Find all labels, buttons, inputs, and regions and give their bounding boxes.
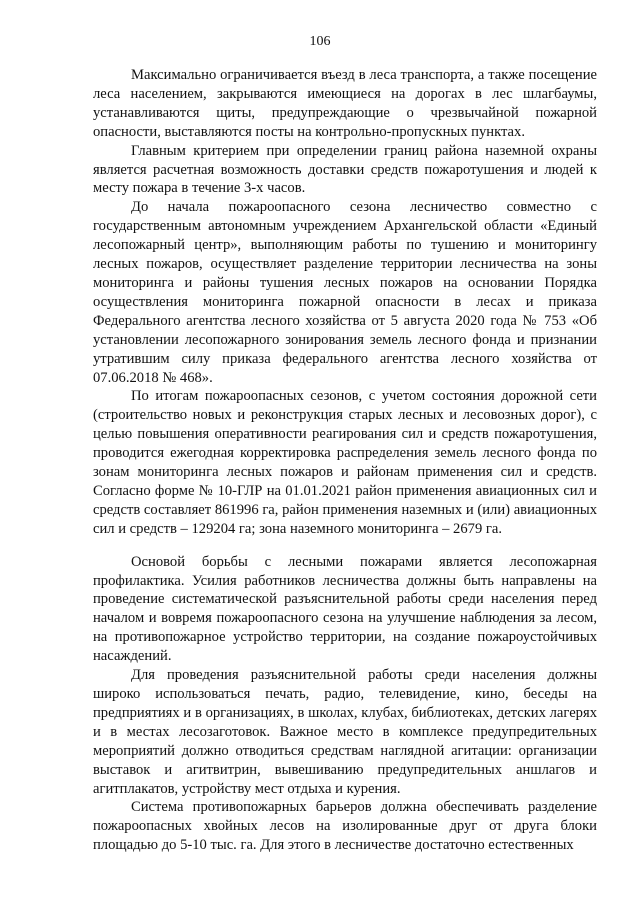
paragraph-public-outreach: Для проведения разъяснительной работы среди населения должны широко использоваться печать, радио, телевидение, кино, беседы на предприятиях и в организациях, в школах, клубах, библиотеках, детских лагерях и в местах лесозаготовок. Важное место в комплексе предупредительных мероприятий должно отводиться средствам наглядной агитации: организации выставок и агитвитрин, вывешиванию предупредительных аншлагов и агитплакатов, устройству мест отдыха и курения.	[93, 667, 597, 797]
document-body	[93, 66, 597, 855]
paragraph-fire-zoning: До начала пожароопасного сезона лесничество совместно с государственным автономным учреждением Архангельской области «Единый лесопожарный центр», выполняющим работы по тушению и мониторингу лесных пожаров, осуществляет разделение территории лесничества на зоны мониторинга и районы тушения лесных пожаров на основании Порядка осуществления мониторинга пожарной опасности в лесах и приказа Федерального агентства лесного хозяйства от 5 августа 2020 года № 753 «Об установлении лесопожарного зонирования земель лесного фонда и признании утратившим силу приказа федерального агентства лесного хозяйства от 07.06.2018 № 468».	[93, 199, 597, 386]
paragraph-fire-prevention: Основой борьбы с лесными пожарами является лесопожарная профилактика. Усилия работников лесничества должны быть направлены на проведение систематической разъяснительной работы среди населения перед началом и вовремя пожароопасного сезона на улучшение наблюдения за лесом, на противопожарное устройство территории, на создание пожароустойчивых насаждений.	[93, 553, 597, 665]
paragraph-ground-protection-criterion: Главным критерием при определении границ района наземной охраны является расчетная возможность доставки средств пожаротушения и людей к месту пожара в течение 3-х часов.	[93, 142, 597, 197]
paragraph-zone-correction: По итогам пожароопасных сезонов, с учетом состояния дорожной сети (строительство новых и реконструкция старых лесных и лесовозных дорог), с целью повышения оперативности реагирования сил и средств пожаротушения, проводится ежегодная корректировка распределения земель лесного фонда по зонам мониторинга лесных пожаров и районам применения сил и средств. Согласно форме № 10-ГЛР на 01.01.2021 район применения авиационных сил и средств составляет 861996 га, район применения наземных и (или) авиационных сил и средств – 129204 га; зона наземного мониторинга – 2679 га.	[93, 388, 597, 537]
paragraph-entry-restrictions: Максимально ограничивается въезд в леса транспорта, а также посещение леса населением, закрываются имеющиеся на дорогах в лес шлагбаумы, устанавливаются щиты, предупреждающие о чрезвычайной пожарной опасности, выставляются посты на контрольно-пропускных пунктах.	[93, 67, 597, 140]
page-number: 106	[309, 34, 331, 49]
paragraph-fire-barriers: Система противопожарных барьеров должна обеспечивать разделение пожароопасных хвойных лесов на изолированные друг от друга блоки площадью до 5-10 тыс. га. Для этого в лесничестве достаточно естественных	[93, 799, 597, 854]
